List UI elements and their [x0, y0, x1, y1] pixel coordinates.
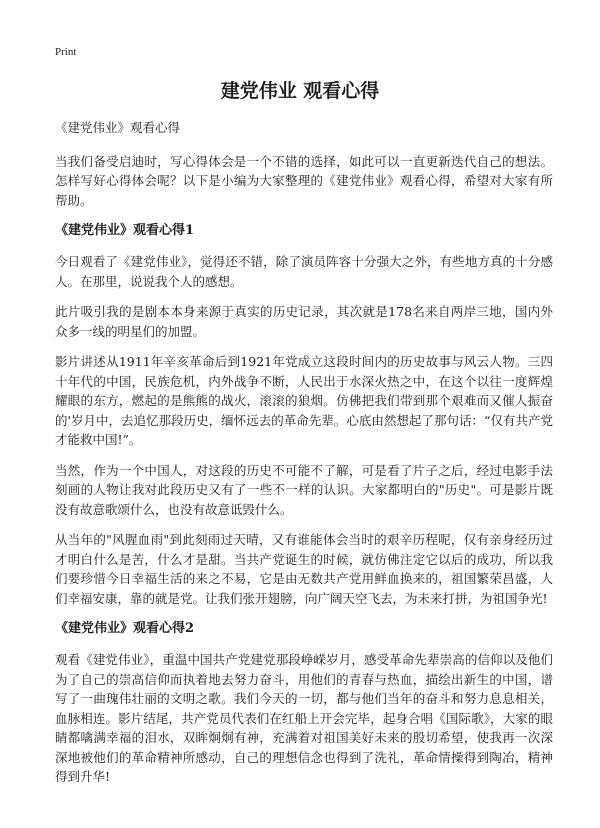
section-heading-1: 《建党伟业》观看心得1	[55, 223, 195, 238]
intro-paragraph: 当我们备受启迪时，写心得体会是一个不错的选择，如此可以一直更新迭代自己的想法。怎样写好心得体会呢？以下是小编为大家整理的《建党伟业》观看心得，希望对大家有所帮助。	[55, 153, 553, 208]
article-body	[55, 118, 553, 798]
article-subtitle: 《建党伟业》观看心得	[55, 120, 181, 135]
section1-paragraph: 影片讲述从1911年辛亥革命后到1921年党成立这段时间内的历史故事与风云人物。三四十年代的中国，民族危机，内外战争不断，人民出于水深火热之中，在这个以往一度辉煌耀眼的东方，燃起的是熊熊的战火，滚滚的狼烟。仿佛把我们带到那个艰难而又催人振奋的'岁月中，去追忆那段历史，缅怀远去的革命先辈。心底由然想起了那句话：“仅有共产党才能救中国!”。	[55, 354, 553, 447]
section1-paragraph: 从当年的"风腥血雨"到此刻雨过天晴，又有谁能体会当时的艰辛历程呢，仅有亲身经历过才明白什么是苦，什么才是甜。当共产党诞生的时候，就仿佛注定它以后的成功，所以我们要珍惜今日幸福生活的来之不易，它是由无数共产党用鲜血换来的，祖国繁荣昌盛，人们幸福安康，靠的就是党。让我们张开翅膀，向广阔天空飞去，为未来打拼，为祖国争光!	[55, 532, 553, 606]
section-heading-2: 《建党伟业》观看心得2	[55, 621, 195, 636]
section1-paragraph: 此片吸引我的是剧本本身来源于真实的历史记录，其次就是178名来自两岸三地，国内外众多一线的明星们的加盟。	[55, 304, 553, 339]
section1-paragraph: 当然，作为一个中国人，对这段的历史不可能不了解，可是看了片子之后，经过电影手法刻画的人物让我对此段历史又有了一些不一样的认识。大家都明白的"历史"。可是影片既没有故意歌颂什么，也没有故意诋毁什么。	[55, 462, 553, 517]
page-title: 建党伟业 观看心得	[220, 80, 380, 102]
print-link[interactable]: Print	[55, 46, 77, 58]
section1-paragraph: 今日观看了《建党伟业》，觉得还不错，除了演员阵容十分强大之外，有些地方真的十分感人。在那里，说说我个人的感想。	[55, 254, 553, 289]
section2-paragraph: 观看《建党伟业》，重温中国共产党建党那段峥嵘岁月，感受革命先辈崇高的信仰以及他们为了自己的崇高信仰而执着地去努力奋斗，用他们的青春与热血，描绘出新生的中国，谱写了一曲瑰伟壮丽的文明之歌。我们今天的一切，都与他们当年的奋斗和努力息息相关，血脉相连。影片结尾，共产党员代表们在红船上开会完毕，起身合唱《国际歌》，大家的眼睛都噙满幸福的泪水，双眸炯炯有神，充满着对祖国美好未来的殷切希望，使我再一次深深地被他们的革命精神所感动，自己的理想信念也得到了洗礼，革命情操得到陶冶，精神得到升华!	[55, 652, 553, 784]
